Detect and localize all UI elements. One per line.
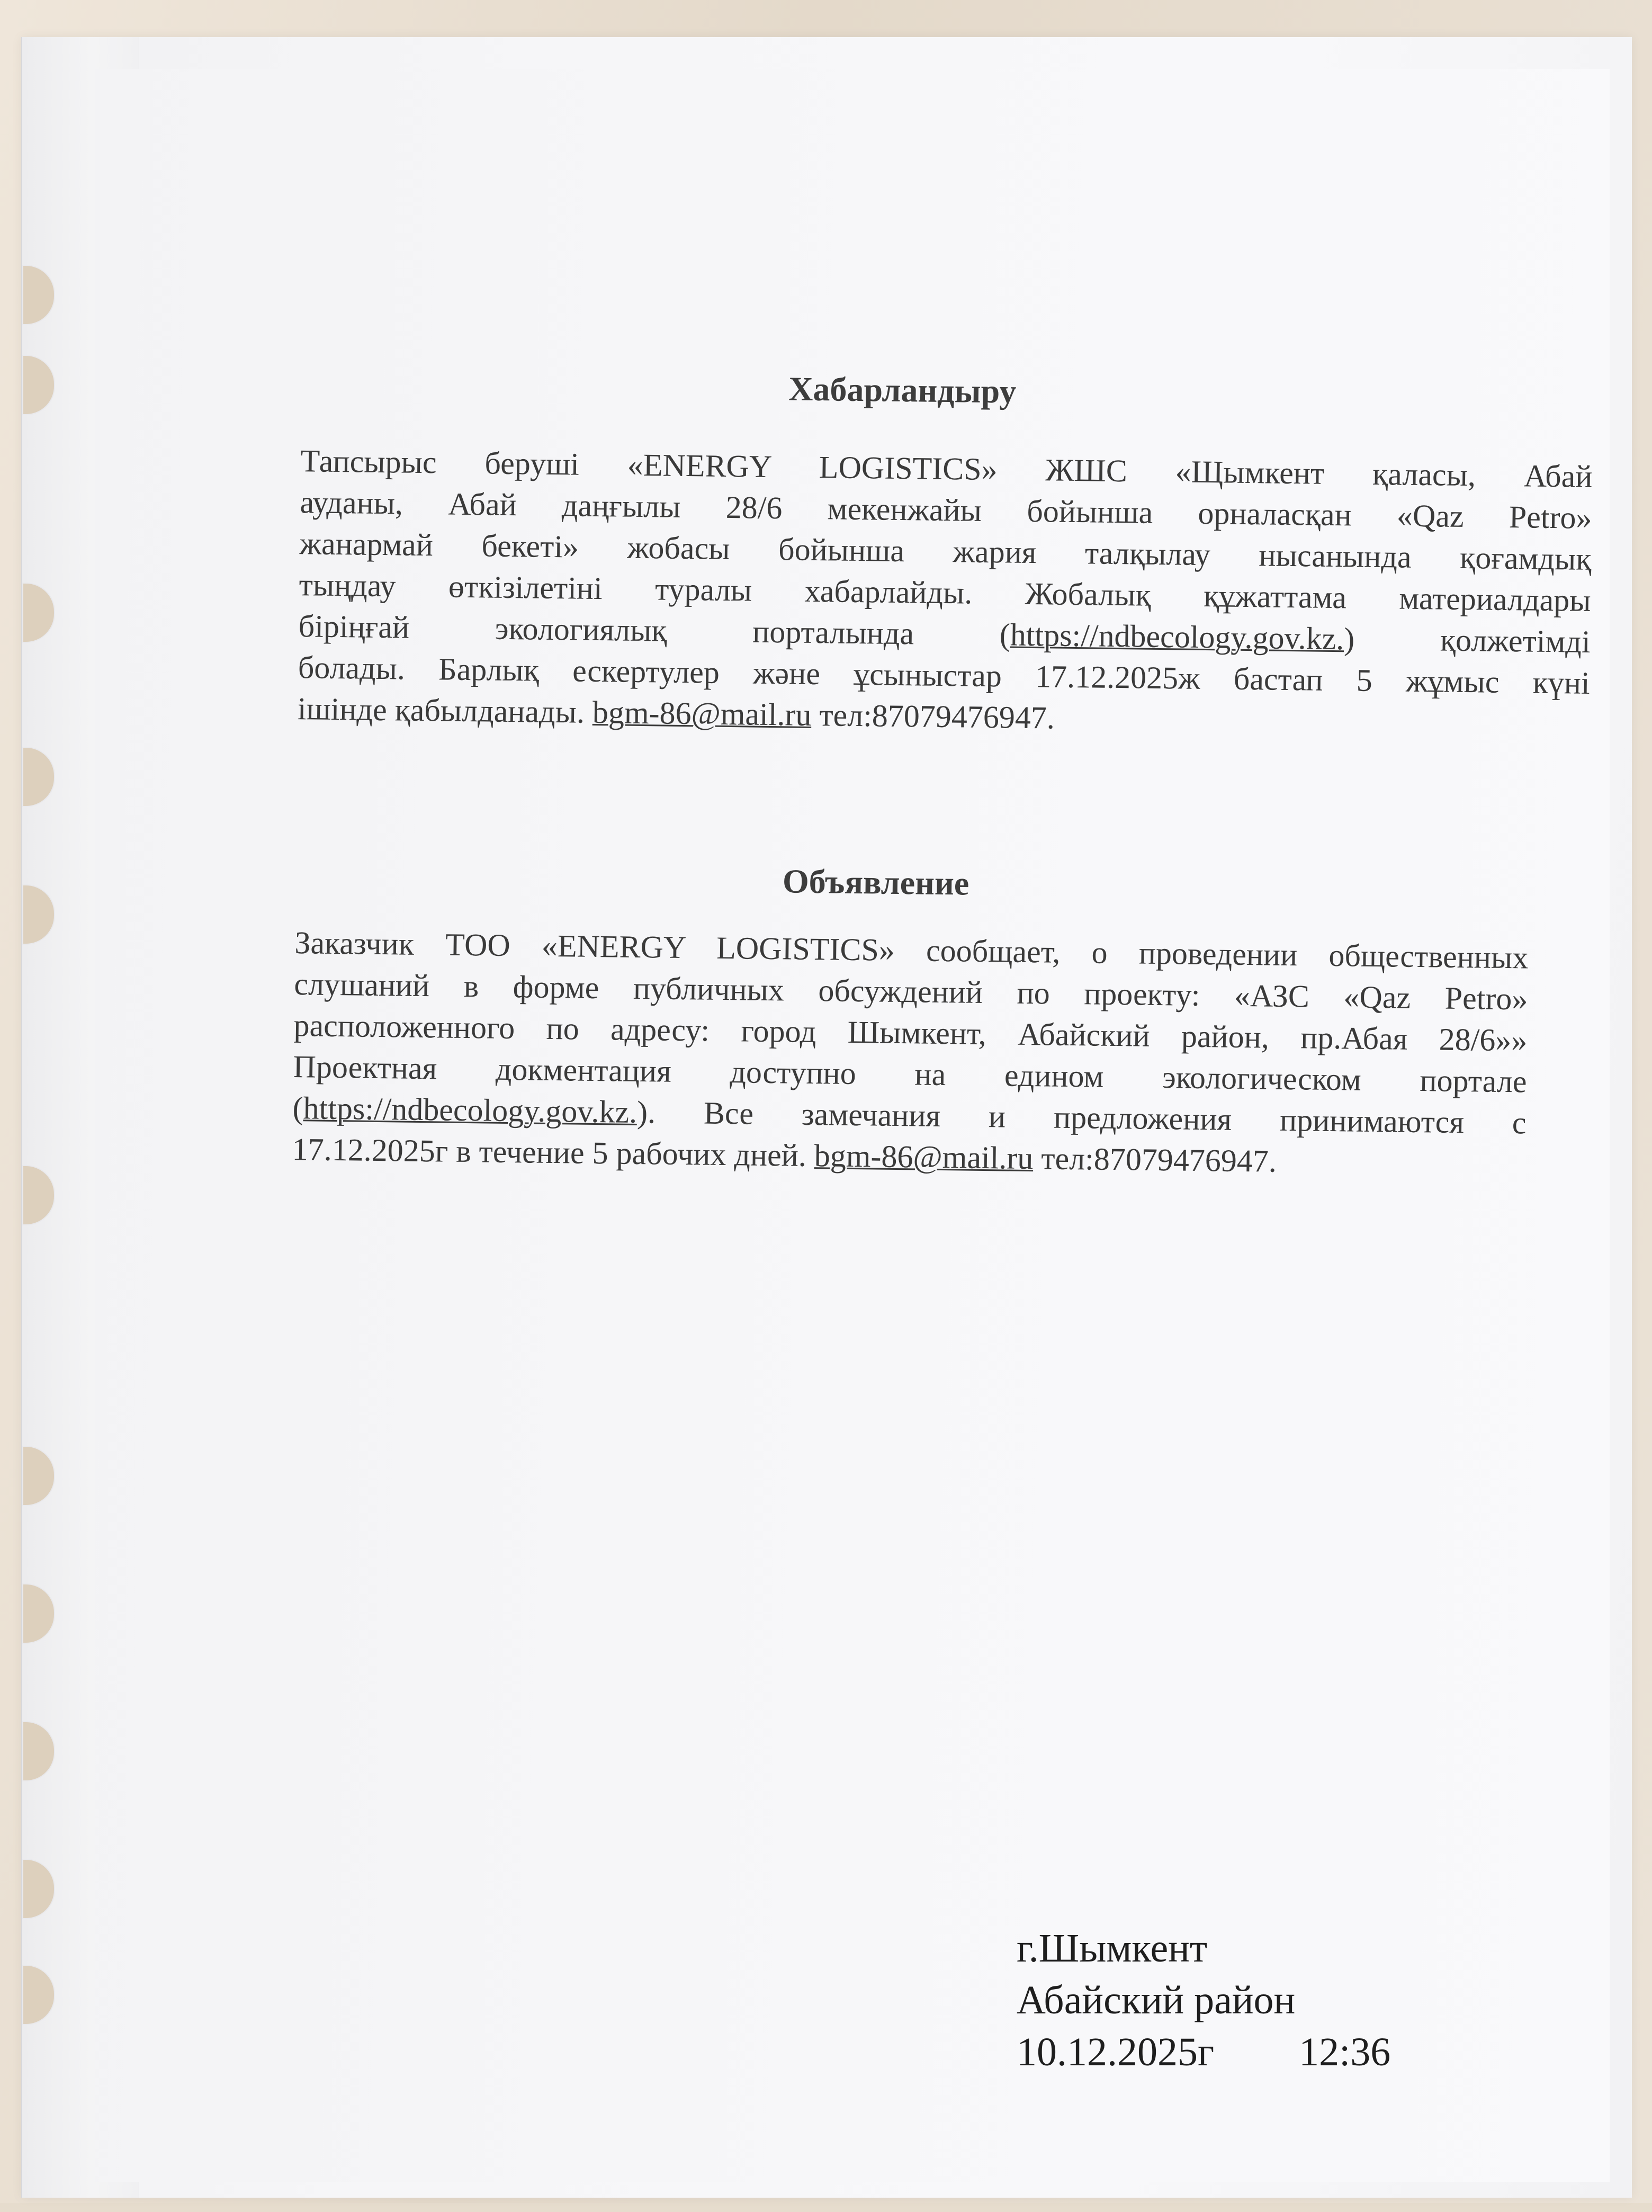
kazakh-line-text: ) қолжетімді <box>1343 621 1591 659</box>
russian-line: Заказчик ТОО «ENERGY LOGISTICS» сообщает, о проведении общественных <box>294 925 1529 975</box>
footer-date: 10.12.2025г <box>1017 2030 1215 2074</box>
footer-city: г.Шымкент <box>1017 1926 1208 1971</box>
portal-link[interactable]: https://ndbecology.gov.kz. <box>303 1090 638 1130</box>
kazakh-line: ауданы, Абай даңғылы 28/6 мекенжайы бойынша орналасқан «Qaz Petro» <box>300 485 1592 535</box>
russian-line-text: 17.12.2025г в течение 5 рабочих дней. <box>292 1132 815 1174</box>
portal-link[interactable]: https://ndbecology.gov.kz. <box>1010 617 1344 657</box>
email-link[interactable]: bgm-86@mail.ru <box>592 694 812 732</box>
kazakh-line: болады. Барлық ескертулер және ұсыныстар 17.12.2025ж бастап 5 жұмыс күні <box>298 650 1591 701</box>
footer-datetime <box>1017 2026 1390 2078</box>
kazakh-line-text: біріңғай экологиялық порталында ( <box>298 608 1011 652</box>
russian-line-text: ). Все замечания и предложения принимаются с <box>636 1094 1527 1141</box>
kazakh-line: жанармай бекеті» жобасы бойынша жария талқылау нысанында қоғамдық <box>299 526 1592 577</box>
footer-district: Абайский район <box>1017 1978 1296 2022</box>
russian-line: Проектная докментация доступно на едином экологическом портале <box>293 1049 1527 1099</box>
russian-line: слушаний в форме публичных обсуждений по проекту: «АЗС «Qaz Petro» <box>294 966 1528 1017</box>
kazakh-line: Тапсырыс беруші «ENERGY LOGISTICS» ЖШС «Щымкент қаласы, Абай <box>300 443 1593 494</box>
footer-location-date <box>1017 1922 1390 2078</box>
kazakh-announcement-body <box>297 440 1592 745</box>
footer-time: 12:36 <box>1299 2030 1391 2074</box>
kazakh-line-text: ішінде қабылданады. <box>297 691 593 730</box>
russian-line-text: ( <box>292 1090 304 1126</box>
kazakh-line: тыңдау өткізілетіні туралы хабарлайды. Жобалық құжаттама материалдары <box>299 567 1591 618</box>
russian-announcement-title: Объявление <box>782 862 969 902</box>
email-link[interactable]: bgm-86@mail.ru <box>814 1138 1034 1176</box>
phone-text: тел:87079476947. <box>1032 1141 1277 1179</box>
russian-line: расположенного по адресу: город Шымкент, Абайский район, пр.Абая 28/6»» <box>293 1008 1528 1058</box>
kazakh-announcement-title: Хабарландыру <box>788 370 1017 410</box>
russian-announcement-body <box>292 922 1529 1185</box>
phone-text: тел:87079476947. <box>811 697 1055 736</box>
